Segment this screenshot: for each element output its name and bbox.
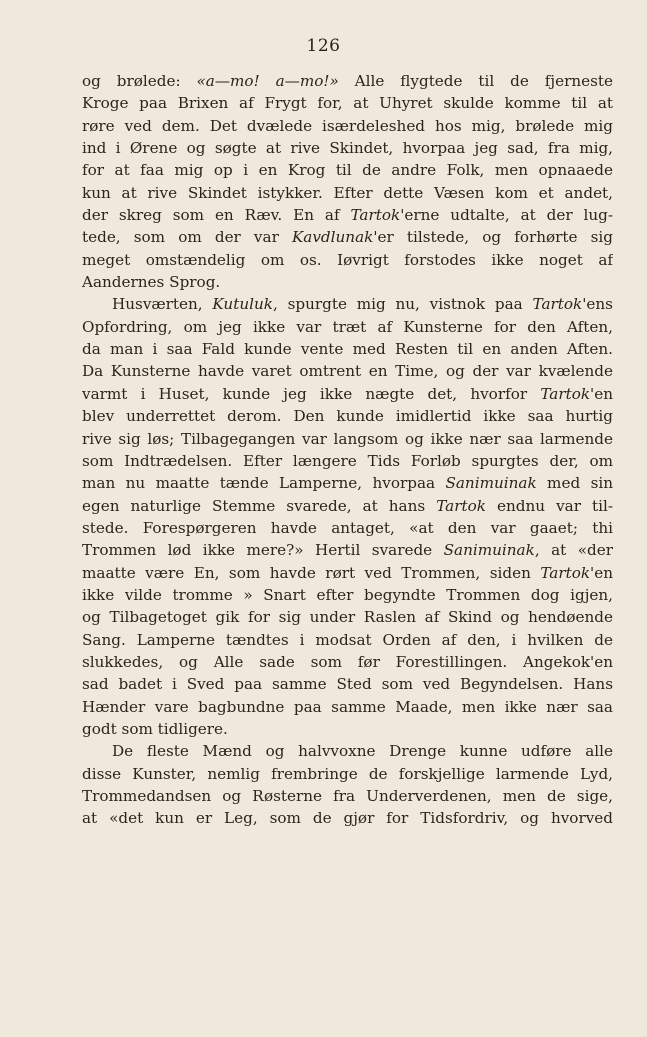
text-line	[82, 629, 613, 651]
text-segment: Aandernes Sprog.	[82, 273, 221, 292]
text-line	[82, 159, 613, 181]
italic-term: Kutuluk	[212, 295, 273, 314]
text-line	[82, 495, 613, 517]
text-segment: Da Kunsterne havde varet omtrent en Time, og der var kvælende	[82, 362, 613, 381]
text-segment: ikke vilde tromme » Snart efter begyndte Trommen dog igjen,	[82, 585, 613, 604]
text-line	[82, 70, 613, 92]
text-segment: at «det kun er Leg, som de gjør for Tidsfordriv, og hvorved	[82, 809, 613, 828]
text-segment: Trommen lød ikke mere?» Hertil svarede	[82, 541, 444, 560]
text-segment: blev underrettet derom. Den kunde imidlertid ikke saa hurtig	[82, 407, 613, 426]
text-segment: da man i saa Fald kunde vente med Resten til en anden Aften.	[82, 340, 613, 359]
italic-term: Tartok	[540, 384, 591, 403]
text-segment: rive sig løs; Tilbagegangen var langsom og ikke nær saa larmende	[82, 429, 613, 448]
text-segment: disse Kunster, nemlig frembringe de forskjellige larmende Lyd,	[82, 764, 613, 783]
text-line	[82, 472, 613, 494]
text-segment: ind i Ørene og søgte at rive Skindet, hvorpaa jeg sad, fra mig,	[82, 139, 613, 158]
text-line	[82, 428, 613, 450]
text-line	[82, 584, 613, 606]
text-line	[82, 696, 613, 718]
text-segment: røre ved dem. Det dvælede isærdeleshed hos mig, brølede mig	[82, 116, 613, 135]
text-line	[82, 651, 613, 673]
text-line	[82, 182, 613, 204]
italic-term: Tartok	[540, 563, 591, 582]
italic-term: Tartok	[350, 206, 401, 225]
text-segment: 'en	[590, 563, 613, 582]
body-text	[82, 70, 613, 830]
text-segment: varmt i Huset, kunde jeg ikke nægte det, hvorfor	[82, 384, 541, 403]
text-line	[82, 517, 613, 539]
text-line	[82, 450, 613, 472]
text-segment: stede. Forespørgeren havde antaget, «at den var gaaet; thi	[82, 518, 613, 537]
text-segment: Husværten,	[112, 295, 213, 314]
text-segment: Sang. Lamperne tændtes i modsat Orden af den, i hvilken de	[82, 630, 613, 649]
text-line	[82, 360, 613, 382]
text-segment: meget omstændelig om os. Iøvrigt forstodes ikke noget af	[82, 250, 613, 269]
text-segment: for at faa mig op i en Krog til de andre Folk, men opnaaede	[82, 161, 613, 180]
text-segment: og brølede:	[82, 72, 197, 90]
text-segment: Kroge paa Brixen af Frygt for, at Uhyret skulde komme til at	[82, 94, 613, 113]
text-segment: tede, som om der var	[82, 228, 292, 247]
text-line	[82, 763, 613, 785]
text-line	[82, 249, 613, 271]
text-line	[82, 92, 613, 114]
text-segment: , at «der	[534, 541, 613, 560]
italic-term: «a—mo! a—mo!»	[196, 72, 339, 90]
text-segment: godt som tidligere.	[82, 719, 228, 738]
text-segment: Opfordring, om jeg ikke var træt af Kunsterne for den Aften,	[82, 317, 613, 336]
text-segment: maatte være En, som havde rørt ved Trommen, siden	[82, 563, 541, 582]
text-segment: egen naturlige Stemme svarede, at hans	[82, 496, 437, 515]
italic-term: Tartok	[436, 496, 486, 515]
text-segment: kun at rive Skindet istykker. Efter dette Væsen kom et andet,	[82, 183, 613, 202]
text-line	[82, 673, 613, 695]
text-line	[82, 204, 613, 226]
text-segment: Hænder vare bagbundne paa samme Maade, men ikke nær saa	[82, 697, 613, 716]
text-segment: slukkedes, og Alle sade som før Forestillingen. Angekok'en	[82, 652, 613, 671]
text-line	[82, 405, 613, 427]
text-segment: der skreg som en Ræv. En af	[82, 206, 351, 225]
text-line	[82, 562, 613, 584]
text-segment: 'ens	[582, 295, 613, 314]
text-segment: som Indtrædelsen. Efter længere Tids Forløb spurgtes der, om	[82, 451, 613, 470]
text-line	[82, 226, 613, 248]
italic-term: Kavdlunak	[291, 228, 374, 247]
text-segment: De fleste Mænd og halvvoxne Drenge kunne udføre alle	[112, 742, 613, 761]
text-line	[82, 785, 613, 807]
text-line	[82, 271, 613, 293]
text-segment: sad badet i Sved paa samme Sted som ved Begyndelsen. Hans	[82, 675, 613, 694]
text-line	[82, 807, 613, 829]
text-segment: 'er tilstede, og forhørte sig	[373, 228, 613, 247]
text-segment: Alle flygtede til de fjerneste	[338, 72, 613, 90]
text-segment: endnu var til-	[485, 496, 613, 515]
text-segment: og Tilbagetoget gik for sig under Raslen af Skind og hendøende	[82, 608, 613, 627]
text-line	[82, 338, 613, 360]
text-line	[82, 539, 613, 561]
text-segment: med sin	[536, 474, 613, 493]
text-segment: , spurgte mig nu, vistnok paa	[272, 295, 533, 314]
text-line	[82, 137, 613, 159]
text-line	[82, 115, 613, 137]
text-segment: 'erne udtalte, at der lug-	[400, 206, 613, 225]
page-number: 126	[306, 36, 341, 56]
text-segment: man nu maatte tænde Lamperne, hvorpaa	[82, 474, 446, 493]
italic-term: Sanimuinak	[443, 541, 535, 560]
italic-term: Tartok	[532, 295, 583, 314]
text-line	[82, 740, 613, 762]
text-line	[82, 383, 613, 405]
text-line	[82, 316, 613, 338]
text-line	[82, 718, 613, 740]
text-line	[82, 606, 613, 628]
text-segment: Trommedandsen og Røsterne fra Underverdenen, men de sige,	[82, 787, 613, 805]
italic-term: Sanimuinak	[445, 474, 537, 493]
text-segment: 'en	[590, 384, 613, 403]
text-line	[82, 293, 613, 315]
